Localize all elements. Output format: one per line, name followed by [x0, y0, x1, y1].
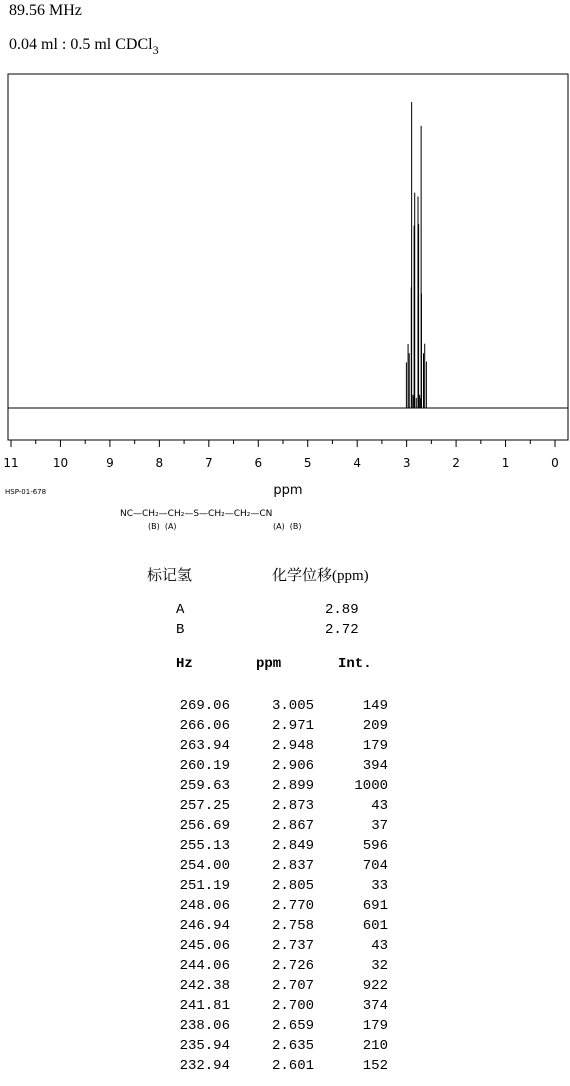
x-tick-label: 5 [303, 456, 312, 470]
cell-ppm: 2.758 [271, 918, 314, 934]
cell-int: 691 [362, 898, 388, 914]
peak-table [160, 696, 388, 1076]
structure-labels-right: (A) (B) [273, 522, 302, 531]
solvent-text: 0.04 ml : 0.5 ml CDCl [9, 36, 153, 53]
table-row [160, 916, 388, 936]
table-row [160, 1036, 388, 1056]
cell-ppm: 2.849 [271, 838, 314, 854]
cell-ppm: 2.867 [271, 818, 314, 834]
cell-int: 43 [371, 798, 388, 814]
cell-int: 179 [362, 1018, 388, 1034]
assignment-shift-header: 化学位移(ppm) [272, 568, 369, 584]
cell-int: 43 [371, 938, 388, 954]
cell-hz: 238.06 [179, 1018, 230, 1034]
cell-int: 210 [362, 1038, 388, 1054]
cell-hz: 263.94 [179, 738, 230, 754]
table-row [160, 716, 388, 736]
assignment-shift: 2.89 [325, 602, 359, 618]
x-tick-label: 11 [3, 456, 19, 470]
cell-hz: 241.81 [179, 998, 230, 1014]
cell-int: 704 [362, 858, 388, 874]
x-tick-label: 10 [52, 456, 69, 470]
table-row [160, 956, 388, 976]
cell-int: 374 [362, 998, 388, 1014]
cell-hz: 232.94 [179, 1058, 230, 1074]
table-row [160, 756, 388, 776]
cell-hz: 248.06 [179, 898, 230, 914]
plot-frame [8, 74, 568, 440]
cell-ppm: 2.635 [271, 1038, 314, 1054]
table-row [160, 1016, 388, 1036]
cell-int: 32 [371, 958, 388, 974]
cell-hz: 259.63 [179, 778, 230, 794]
x-tick-label: 7 [204, 456, 213, 470]
table-row [160, 816, 388, 836]
cell-ppm: 2.906 [271, 758, 314, 774]
table-row [160, 976, 388, 996]
cell-hz: 242.38 [179, 978, 230, 994]
structure-formula: NC—CH₂—CH₂—S—CH₂—CH₂—CN [120, 509, 273, 519]
cell-ppm: 2.707 [271, 978, 314, 994]
x-tick-label: 3 [402, 456, 411, 470]
structure-labels-left: (B) (A) [148, 522, 177, 531]
cell-ppm: 2.659 [271, 1018, 314, 1034]
cell-hz: 255.13 [179, 838, 230, 854]
table-row [160, 996, 388, 1016]
cell-int: 922 [362, 978, 388, 994]
cell-ppm: 2.971 [271, 718, 314, 734]
assignment-label: B [176, 622, 185, 638]
x-tick-label: 2 [452, 456, 460, 470]
cell-int: 179 [362, 738, 388, 754]
cell-hz: 257.25 [179, 798, 230, 814]
cell-int: 601 [362, 918, 388, 934]
cell-hz: 251.19 [179, 878, 230, 894]
table-row [160, 796, 388, 816]
cell-ppm: 2.899 [271, 778, 314, 794]
table-row [160, 876, 388, 896]
cell-int: 152 [362, 1058, 388, 1074]
table-row [160, 776, 388, 796]
x-tick-label: 4 [353, 456, 362, 470]
table-row [160, 836, 388, 856]
col-header-int: Int. [338, 656, 372, 672]
x-tick-label: 6 [254, 456, 263, 470]
cell-hz: 266.06 [179, 718, 230, 734]
cell-ppm: 2.737 [271, 938, 314, 954]
cell-hz: 235.94 [179, 1038, 230, 1054]
cell-ppm: 2.700 [271, 998, 314, 1014]
assignment-label-header: 标记氢 [147, 568, 193, 584]
nmr-spectrum-chart [0, 0, 570, 500]
cell-hz: 246.94 [179, 918, 230, 934]
solvent-subscript: 3 [152, 43, 159, 57]
x-axis-ticks [3, 440, 558, 470]
cell-ppm: 2.601 [271, 1058, 314, 1074]
cell-hz: 244.06 [179, 958, 230, 974]
cell-hz: 254.00 [179, 858, 230, 874]
table-row [160, 856, 388, 876]
table-row [160, 936, 388, 956]
table-row [160, 1056, 388, 1076]
cell-int: 596 [362, 838, 388, 854]
cell-hz: 269.06 [179, 698, 230, 714]
cell-ppm: 2.805 [271, 878, 314, 894]
cell-ppm: 2.873 [271, 798, 314, 814]
cell-hz: 260.19 [179, 758, 230, 774]
cell-int: 394 [362, 758, 388, 774]
x-axis-label: ppm [273, 483, 303, 498]
cell-ppm: 2.726 [271, 958, 314, 974]
cell-hz: 245.06 [179, 938, 230, 954]
cell-int: 149 [362, 698, 388, 714]
cell-int: 1000 [354, 778, 388, 794]
molecule-structure [120, 509, 302, 531]
cell-hz: 256.69 [179, 818, 230, 834]
table-row [160, 736, 388, 756]
cell-int: 37 [371, 818, 388, 834]
spectrum-id: HSP-01-678 [5, 488, 47, 496]
cell-int: 209 [362, 718, 388, 734]
x-tick-label: 1 [501, 456, 510, 470]
assignment-label: A [176, 602, 185, 618]
cell-int: 33 [371, 878, 388, 894]
x-tick-label: 9 [106, 456, 114, 470]
assignment-shift: 2.72 [325, 622, 359, 638]
cell-ppm: 3.005 [271, 698, 314, 714]
peak-lines [406, 102, 426, 408]
cell-ppm: 2.837 [271, 858, 314, 874]
x-tick-label: 8 [155, 456, 164, 470]
cell-ppm: 2.948 [271, 738, 314, 754]
spectrometer-frequency: 89.56 MHz [9, 2, 82, 19]
cell-ppm: 2.770 [271, 898, 314, 914]
table-row [160, 896, 388, 916]
col-header-hz: Hz [176, 656, 193, 672]
x-tick-label: 0 [551, 456, 559, 470]
table-row [160, 696, 388, 716]
col-header-ppm: ppm [256, 656, 282, 672]
